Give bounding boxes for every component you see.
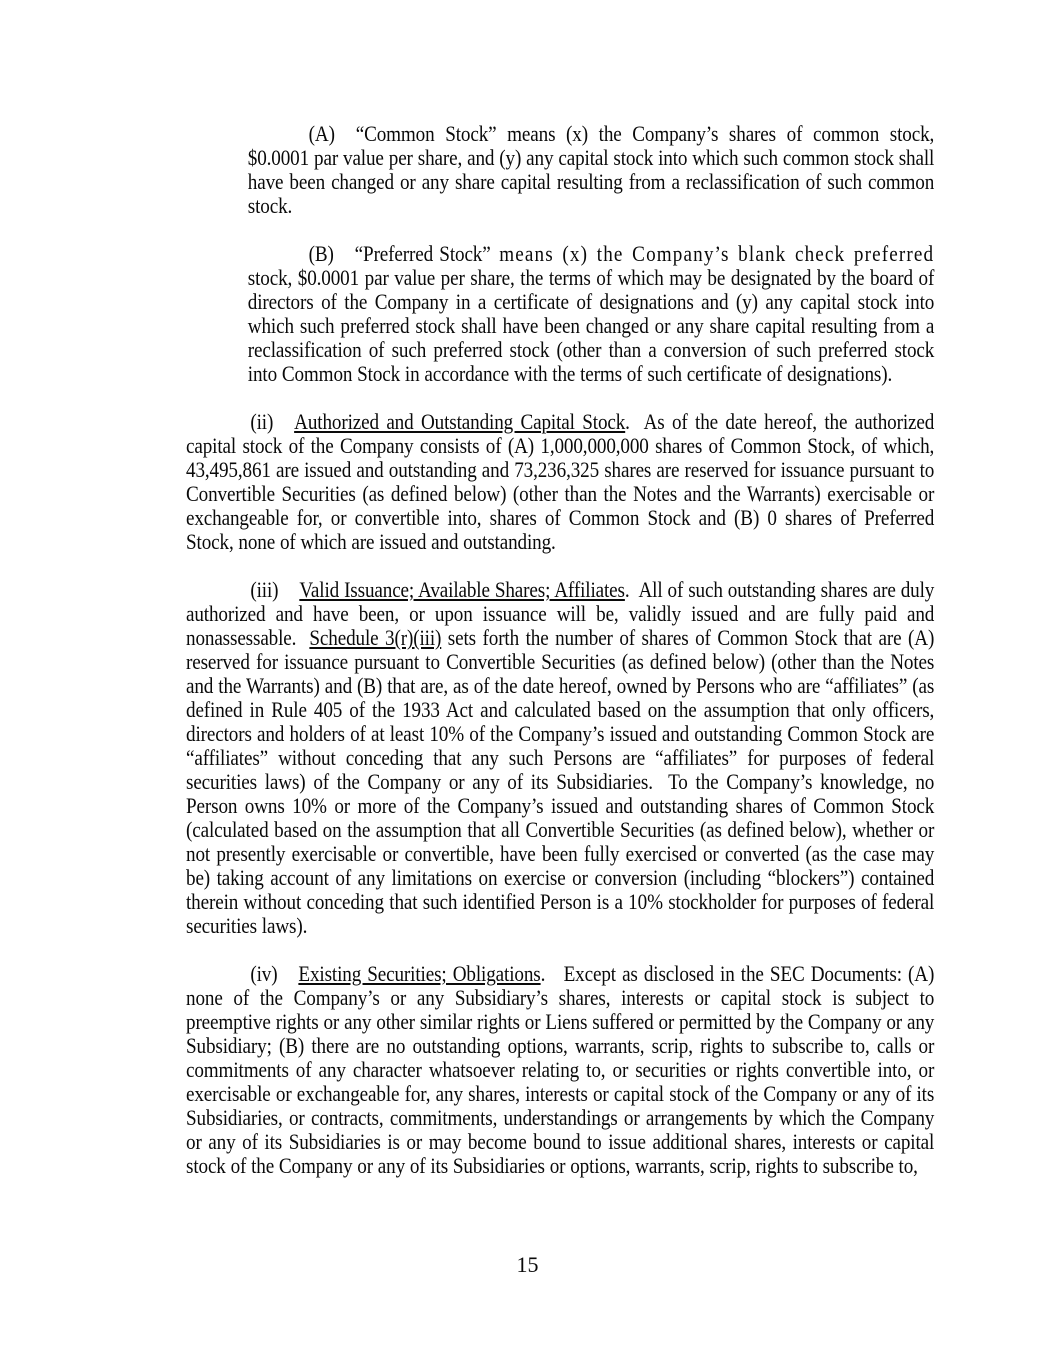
paragraph-ii: [186, 410, 934, 554]
paragraph-iv: [186, 962, 934, 1178]
text-run: . Except as disclosed in the SEC Documents: (A) none of the Company’s or any Subsidiary’s shares, interests or capital stock is subject to preemptive rights or any other similar rights or Liens suffered or permitted by the Company or any Subsidiary; (B) there are no outstanding options, warrants, scrip, rights to subscribe to, calls or commitments of any character whatsoever relating to, or securities or rights convertible into, or exercisable or exchangeable for, any shares, interests or capital stock of the Company or any of its Subsidiaries, or contracts, commitments, understandings or arrangements by which the Company or any of its Subsidiaries is or may become bound to issue additional shares, interests or capital stock of the Company or any of its Subsidiaries or options, warrants, scrip, rights to subscribe to,: [186, 961, 935, 1178]
underlined-text: Authorized and Outstanding Capital Stock: [294, 409, 626, 434]
text-run: “Common Stock”: [355, 121, 497, 146]
text-run: stock, $0.0001 par value per share, the terms of which may be designated by the board of directors of the Company in a certificate of designations and (y) any capital stock into which such preferred stock shall have been changed or any share capital resulting from a reclassification of such preferred stock (other than a conversion of such preferred stock into Common Stock in accordance with the terms of such certificate of designations).: [247, 265, 935, 386]
paragraph-label: (A): [308, 121, 335, 146]
paragraph-label: (iii): [250, 577, 279, 602]
paragraph-label: (iv): [250, 961, 278, 986]
text-run: means (x) the Company’s shares of common stock, $0.0001 par value per share, and (y) any capital stock into which such common stock shall have been changed or any share capital resulting from a reclassification of such common stock.: [247, 121, 935, 218]
document-body: [186, 122, 934, 1202]
page-number: 15: [516, 1252, 539, 1277]
text-run: . All of such outstanding shares are duly authorized and have been, or upon issuance will be, validly issued and are fully paid and nonassessable.: [186, 577, 935, 650]
text-run: sets forth the number of shares of Common Stock that are (A) reserved for issuance pursuant to Convertible Securities (as defined below) (other than the Notes and the Warrants) and (B) that are, as of the date hereof, owned by Persons who are “affiliates” (as defined in Rule 405 of the 1933 Act and calculated based on the assumption that only officers, directors and holders of at least 10% of the Company’s issued and outstanding Common Stock are “affiliates” without conceding that any such Persons are “affiliates” for purposes of federal securities laws) of the Company or any of its Subsidiaries. To the Company’s knowledge, no Person owns 10% or more of the Company’s issued and outstanding shares of Common Stock (calculated based on the assumption that all Convertible Securities (as defined below), whether or not presently exercisable or convertible, have been fully exercised or converted (as the case may be) taking account of any limitations on exercise or conversion (including “blockers”) contained therein without conceding that such identified Person is a 10% stockholder for purposes of federal securities laws).: [186, 625, 935, 938]
underlined-text: Schedule 3(r)(iii): [309, 625, 442, 650]
paragraph-A: [248, 122, 934, 218]
paragraph-label: (B): [308, 241, 334, 266]
text-run: . As of the date hereof, the authorized capital stock of the Company consists of (A) 1,000,000,000 shares of Common Stock, of which, 43,495,861 are issued and outstanding and 73,236,325 shares are reserved for issuance pursuant to Convertible Securities (as defined below) (other than the Notes and the Warrants) exercisable or exchangeable for, or convertible into, shares of Common Stock and (B) 0 shares of Preferred Stock, none of which are issued and outstanding.: [186, 409, 935, 554]
paragraph-B: [248, 242, 934, 386]
underlined-text: Valid Issuance; Available Shares; Affiliates: [299, 577, 625, 602]
text-run: means (x) the Company’s blank check preferred: [490, 241, 935, 266]
paragraph-iii: [186, 578, 934, 938]
underlined-text: Existing Securities; Obligations: [298, 961, 541, 986]
text-run: “Preferred Stock”: [354, 241, 491, 266]
paragraph-label: (ii): [250, 409, 274, 434]
